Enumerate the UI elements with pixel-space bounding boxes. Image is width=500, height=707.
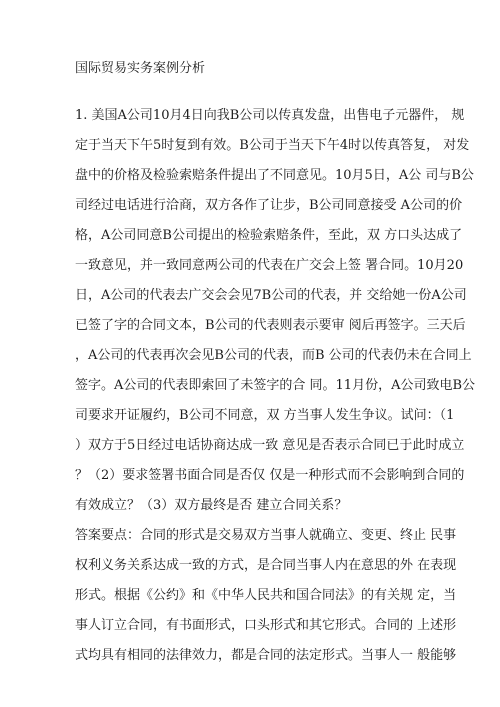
text-line: 一致意见，并一致同意两公司的代表在广交会上签 署合同。10月20: [75, 258, 464, 273]
text-line: 司要求开证履约，B公司不同意，双 方当事人发生争议。试问：（1: [75, 408, 455, 423]
text-line: 盘中的价格及检验索赔条件提出了不同意见。10月5日，A公 司与B公: [75, 168, 474, 183]
text-line: 事人订立合同，有书面形式，口头形式和其它形式。合同的 上述形: [75, 618, 457, 633]
text-line: 形式。根据《公约》和《中华人民共和国合同法》的有关规 定，当: [75, 588, 457, 603]
text-line: ？（2）要求签署书面合同是否仅 仅是一种形式而不会影响到合同的: [75, 468, 465, 483]
text-line: 权利义务关系达成一致的方式，是合同当事人内在意思的外 在表现: [75, 558, 457, 573]
text-line: 日，A公司的代表去广交会会见7B公司的代表，并 交给她一份A公司: [75, 288, 467, 303]
text-line: 格，A公司同意B公司提出的检验索赔条件，至此，双 方口头达成了: [75, 228, 463, 243]
text-line: 有效成立？（3）双方最终是否 建立合同关系？: [75, 498, 348, 513]
text-line: ）双方于5日经过电话协商达成一致 意见是否表示合同已于此时成立: [75, 438, 465, 453]
text-line: 签字。A公司的代表即索回了未签字的合 同。11月份，A公司致电B公: [75, 378, 476, 393]
text-line: 1. 美国A公司10月4日向我B公司以传真发盘，出售电子元器件， 规: [75, 108, 465, 123]
document-title: 国际贸易实务案例分析: [75, 61, 206, 76]
text-line: 定于当天下午5时复到有效。B公司于当天下午4时以传真答复， 对发: [75, 138, 470, 153]
text-line: ，A公司的代表再次会见B公司的代表，而B 公司的代表仍未在合同上: [75, 348, 472, 363]
text-line: 司经过电话进行洽商，双方各作了让步，B公司同意接受 A公司的价: [75, 198, 463, 213]
text-line: 式均具有相同的法律效力，都是合同的法定形式。当事人一 般能够: [75, 648, 457, 663]
text-line: 答案要点：合同的形式是交易双方当事人就确立、变更、终止 民事: [75, 528, 457, 543]
document-body: [75, 106, 476, 676]
text-line: 已签了字的合同文本，B公司的代表则表示要审 阅后再签字。三天后: [75, 318, 466, 333]
